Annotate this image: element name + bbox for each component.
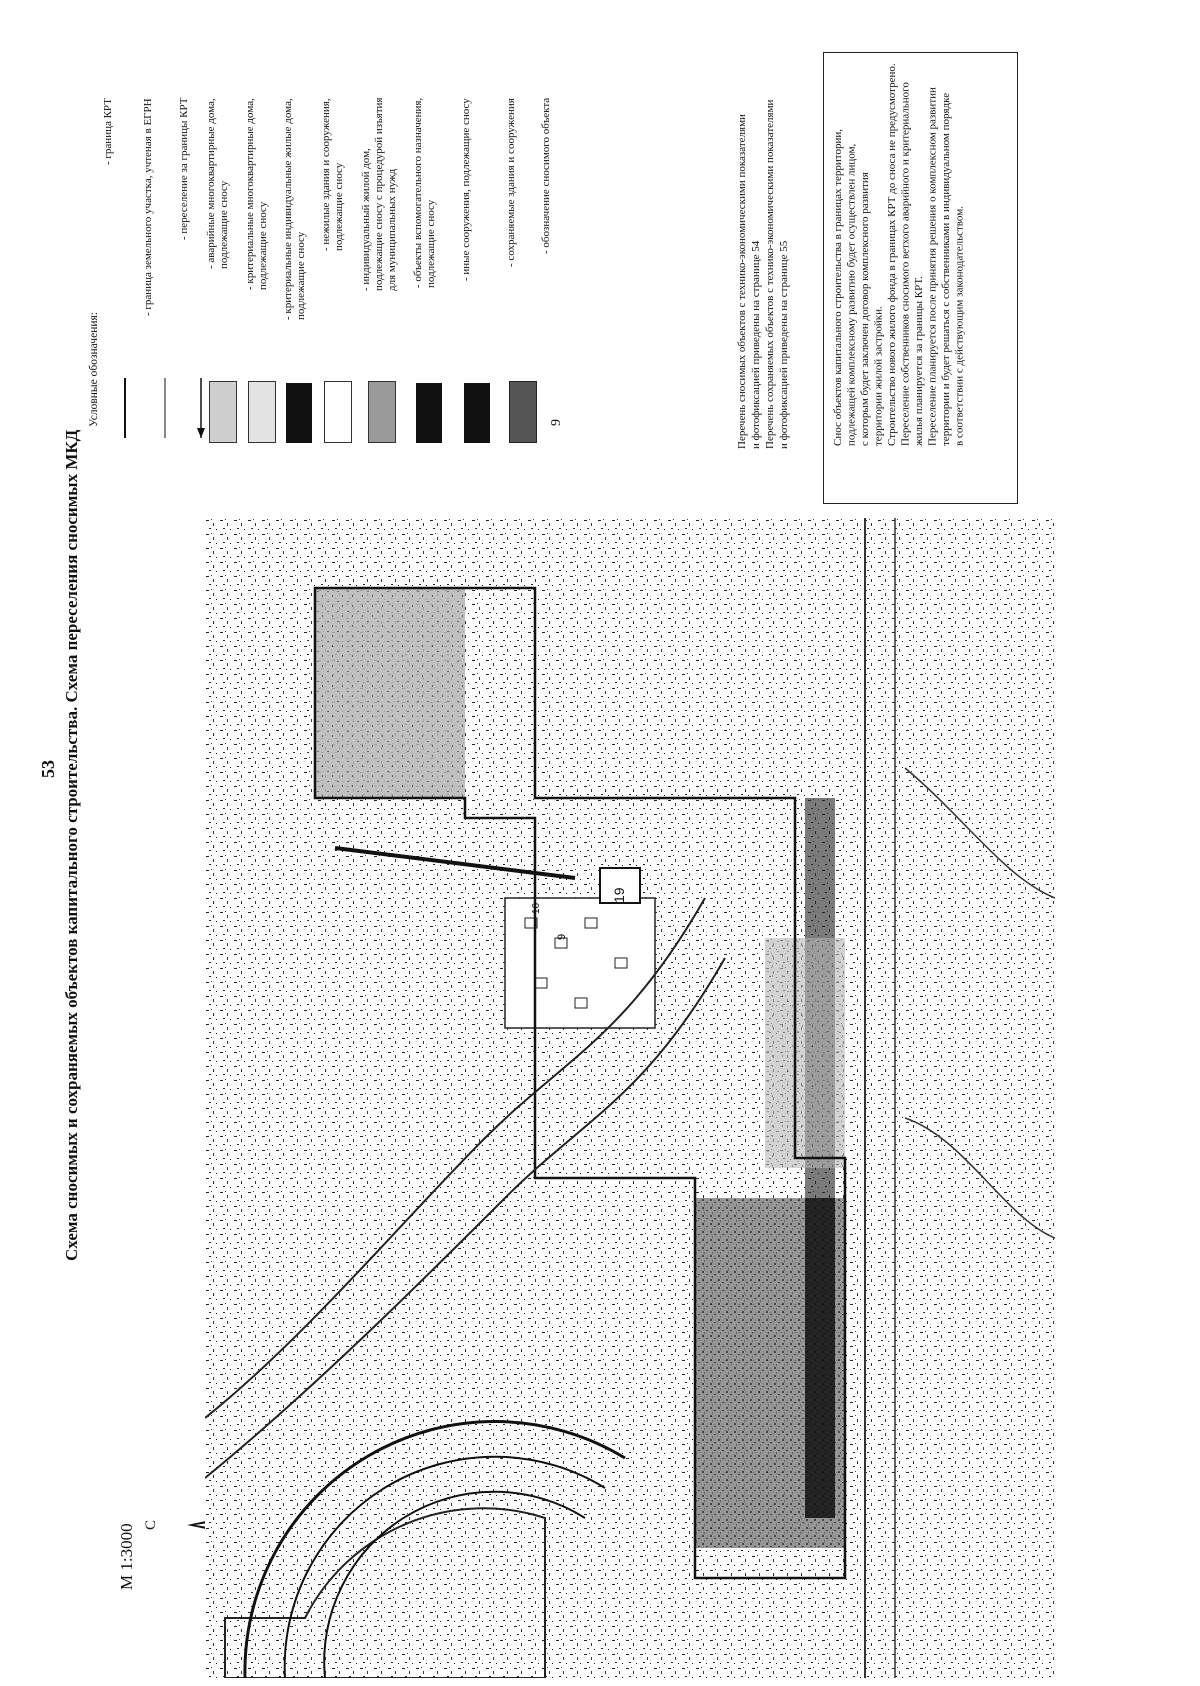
map-object-label-19: 19 <box>611 887 627 903</box>
page-number: 53 <box>38 760 58 778</box>
map-object-label-16: 16 <box>531 902 542 914</box>
page-references-note: Перечень сносимых объектов с технико-экономическими показателями и фотофиксацией приведены на странице 54 Перечень сохраняемых объектов с технико-экономическими показателями и фотофиксацией приведены на странице 55 <box>736 100 790 450</box>
map-drawing <box>205 518 1055 1678</box>
white-fill-icon <box>324 381 352 443</box>
info-box-text: Снос объектов капитального строительства в границах территории, подлежащей комплексному развитию будет осуществлен лицом, с которым будет заключен договор комплексного развития территории жилой застройки. Строительство нового жилого фонда в границах КРТ до сноса не предусмотрено. Переселение собственников сносимого ветхого аварийного и критериального жилья планируется за границы КРТ. Переселение планируется после принятия решения о комплексном развитии территории и будет решаться с собственниками в индивидуальном порядке в соответствии с действующим законодательством. <box>832 63 966 446</box>
legend-item-auxiliary: - объекты вспомогательного назначения, подлежащие сносу <box>412 98 452 443</box>
info-box <box>823 52 1018 504</box>
north-label: С <box>143 1520 159 1531</box>
legend-item-nonresidential: - нежилые здания и сооружения, подлежащие сносу <box>320 98 360 443</box>
legend-item-criterial-mkd: - критериальные многоквартирные дома, подлежащие сносу <box>244 98 284 443</box>
gray-fill-icon <box>368 381 396 443</box>
legend-item-preserved: - сохраняемые здания и сооружения <box>505 98 545 443</box>
legend-item-criterial-ihs: - критериальные индивидуальные жилые дома, подлежащие сносу <box>282 98 322 443</box>
page-title: Схема сносимых и сохраняемых объектов капитального строительства. Схема переселения сносимых МКД <box>62 429 81 1261</box>
legend-item-resettlement: - переселение за границы КРТ <box>178 98 218 438</box>
map-area[interactable] <box>205 518 1055 1678</box>
object-number-symbol: 9 <box>549 419 564 427</box>
legend-item-emergency: - аварийные многоквартирные дома, подлежащие сносу <box>205 98 245 443</box>
black-fill-icon <box>286 383 312 443</box>
black-fill-icon <box>416 383 442 443</box>
lighter-gray-fill-icon <box>248 381 276 443</box>
black-fill-icon <box>464 383 490 443</box>
legend-heading: Условные обозначения: <box>88 312 100 428</box>
legend-item-land-plot: - граница земельного участка, учтеная в ЕГРН <box>142 98 182 438</box>
light-gray-fill-icon <box>209 381 237 443</box>
legend-item-individual-house: - индивидуальный жилой дом, подлежащие сносу с процедурой изъятия для муниципальных нужд <box>360 98 410 443</box>
scale-label: М 1:3000 <box>117 1523 136 1590</box>
legend-item-object-number: - обозначение сносимого объекта 9 <box>540 98 580 443</box>
dark-gray-fill-icon <box>509 381 537 443</box>
plot-line-icon <box>152 378 178 438</box>
legend-item-krt-boundary: - граница КРТ <box>102 98 142 438</box>
map-object-label-9: 9 <box>556 933 568 940</box>
boundary-line-icon <box>112 378 138 438</box>
legend-item-other-structures: - иные сооружения, подлежащие сносу <box>460 98 500 443</box>
